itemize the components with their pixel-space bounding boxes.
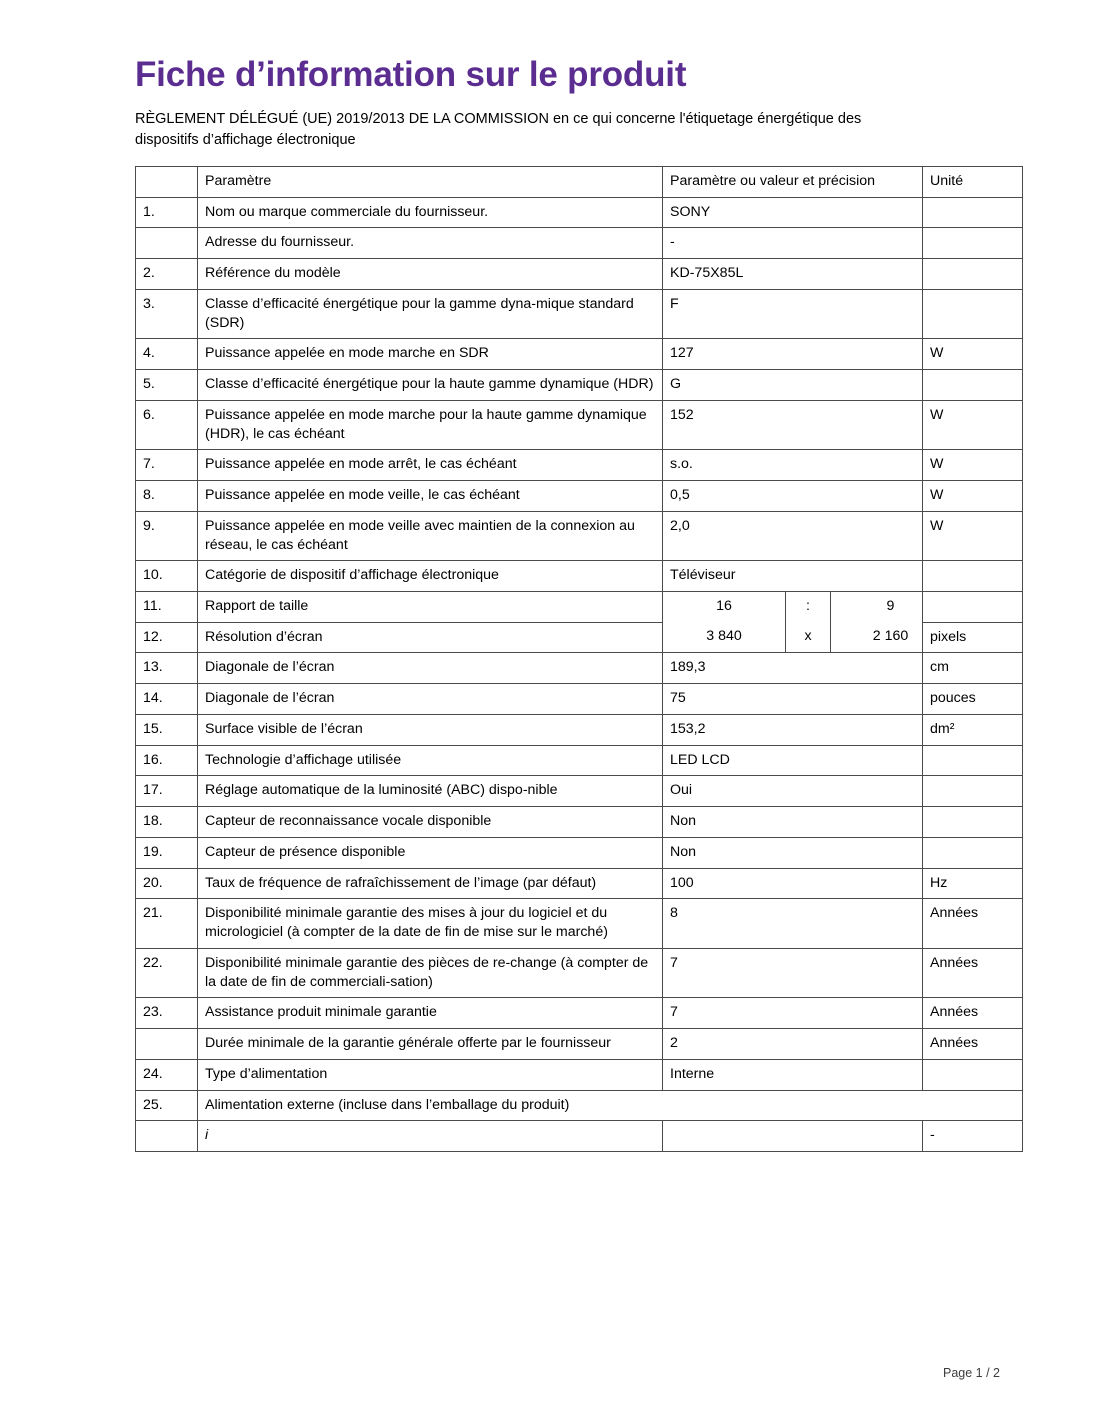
row-unit bbox=[923, 289, 1023, 338]
table-row bbox=[136, 511, 1023, 560]
table-row bbox=[136, 745, 1023, 776]
row-unit: pouces bbox=[923, 684, 1023, 715]
table-row bbox=[136, 653, 1023, 684]
page-title: Fiche d’information sur le produit bbox=[135, 55, 687, 94]
row-number bbox=[136, 1029, 198, 1060]
row-value: - bbox=[663, 228, 923, 259]
table-row bbox=[136, 868, 1023, 899]
row-number: 4. bbox=[136, 339, 198, 370]
table-row-external-supply-sub bbox=[136, 1121, 1023, 1152]
table-row bbox=[136, 684, 1023, 715]
product-information-table bbox=[135, 166, 1023, 1152]
row-value: 7 bbox=[663, 948, 923, 997]
row-parameter: Puissance appelée en mode arrêt, le cas échéant bbox=[198, 450, 663, 481]
aspect-ratio-subrow bbox=[663, 592, 950, 622]
row-number: 3. bbox=[136, 289, 198, 338]
row-parameter: Type d’alimentation bbox=[198, 1059, 663, 1090]
resolution-separator: x bbox=[786, 622, 831, 652]
row-number: 5. bbox=[136, 370, 198, 401]
row-parameter: Capteur de présence disponible bbox=[198, 837, 663, 868]
row-value: 127 bbox=[663, 339, 923, 370]
aspect-ratio-height: 9 bbox=[831, 592, 951, 622]
row-parameter: Puissance appelée en mode marche en SDR bbox=[198, 339, 663, 370]
row-unit: pixels bbox=[923, 622, 1023, 653]
table-row bbox=[136, 339, 1023, 370]
row-unit bbox=[923, 807, 1023, 838]
aspect-ratio-separator: : bbox=[786, 592, 831, 622]
table-row bbox=[136, 228, 1023, 259]
row-unit: W bbox=[923, 511, 1023, 560]
row-parameter: Catégorie de dispositif d’affichage électronique bbox=[198, 561, 663, 592]
row-parameter: Résolution d’écran bbox=[198, 622, 663, 653]
row-parameter: Puissance appelée en mode marche pour la haute gamme dynamique (HDR), le cas échéant bbox=[198, 400, 663, 449]
row-parameter: Diagonale de l’écran bbox=[198, 653, 663, 684]
row-number: 18. bbox=[136, 807, 198, 838]
row-value-group bbox=[663, 592, 923, 623]
row-parameter: Disponibilité minimale garantie des mises à jour du logiciel et du micrologiciel (à compter de la date de fin de mise sur le marché) bbox=[198, 899, 663, 948]
resolution-horizontal: 3 840 bbox=[663, 622, 786, 652]
row-number: 22. bbox=[136, 948, 198, 997]
table-row-resolution bbox=[136, 622, 1023, 653]
row-unit: W bbox=[923, 450, 1023, 481]
row-unit: dm² bbox=[923, 714, 1023, 745]
row-unit bbox=[923, 259, 1023, 290]
row-unit bbox=[923, 837, 1023, 868]
row-parameter: Surface visible de l’écran bbox=[198, 714, 663, 745]
row-value: 152 bbox=[663, 400, 923, 449]
row-parameter: Capteur de reconnaissance vocale disponible bbox=[198, 807, 663, 838]
table-row bbox=[136, 998, 1023, 1029]
resolution-subtable bbox=[663, 622, 950, 652]
row-value: 7 bbox=[663, 998, 923, 1029]
table-row bbox=[136, 289, 1023, 338]
row-value: Non bbox=[663, 837, 923, 868]
row-number: 16. bbox=[136, 745, 198, 776]
table-row-external-supply bbox=[136, 1090, 1023, 1121]
table-row bbox=[136, 370, 1023, 401]
row-number: 14. bbox=[136, 684, 198, 715]
row-unit: W bbox=[923, 339, 1023, 370]
row-unit: Années bbox=[923, 899, 1023, 948]
table-row bbox=[136, 1029, 1023, 1060]
row-unit: Hz bbox=[923, 868, 1023, 899]
row-unit bbox=[923, 228, 1023, 259]
table-row bbox=[136, 400, 1023, 449]
row-number bbox=[136, 1121, 198, 1152]
row-number: 6. bbox=[136, 400, 198, 449]
row-value: - bbox=[923, 1121, 1023, 1152]
row-unit: W bbox=[923, 481, 1023, 512]
table-row bbox=[136, 1059, 1023, 1090]
row-value: Interne bbox=[663, 1059, 923, 1090]
row-value: s.o. bbox=[663, 450, 923, 481]
row-parameter: Alimentation externe (incluse dans l’emballage du produit) bbox=[198, 1090, 1023, 1121]
row-parameter: Disponibilité minimale garantie des pièces de re-change (à compter de la date de fin de commerciali-sation) bbox=[198, 948, 663, 997]
row-parameter: Classe d’efficacité énergétique pour la gamme dyna-mique standard (SDR) bbox=[198, 289, 663, 338]
row-number: 21. bbox=[136, 899, 198, 948]
resolution-subrow bbox=[663, 622, 950, 652]
table-row bbox=[136, 899, 1023, 948]
row-number: 11. bbox=[136, 592, 198, 623]
row-value: Téléviseur bbox=[663, 561, 923, 592]
row-parameter: Référence du modèle bbox=[198, 259, 663, 290]
header-unit: Unité bbox=[923, 167, 1023, 198]
table-row bbox=[136, 948, 1023, 997]
row-value: 75 bbox=[663, 684, 923, 715]
row-value: 153,2 bbox=[663, 714, 923, 745]
row-unit bbox=[923, 745, 1023, 776]
header-value: Paramètre ou valeur et précision bbox=[663, 167, 923, 198]
row-parameter: Assistance produit minimale garantie bbox=[198, 998, 663, 1029]
regulation-subtitle: RÈGLEMENT DÉLÉGUÉ (UE) 2019/2013 DE LA COMMISSION en ce qui concerne l'étiquetage énergétique des dispositifs d’affichage électronique bbox=[135, 110, 862, 149]
row-unit: Années bbox=[923, 1029, 1023, 1060]
row-parameter: Diagonale de l’écran bbox=[198, 684, 663, 715]
table-row bbox=[136, 561, 1023, 592]
row-number: 20. bbox=[136, 868, 198, 899]
row-value: 189,3 bbox=[663, 653, 923, 684]
row-number: 7. bbox=[136, 450, 198, 481]
table-row bbox=[136, 481, 1023, 512]
row-sub-filler bbox=[663, 1121, 923, 1152]
table-row bbox=[136, 197, 1023, 228]
row-parameter: Réglage automatique de la luminosité (ABC) dispo-nible bbox=[198, 776, 663, 807]
row-unit: Années bbox=[923, 998, 1023, 1029]
row-number: 13. bbox=[136, 653, 198, 684]
row-number bbox=[136, 228, 198, 259]
row-value: Non bbox=[663, 807, 923, 838]
row-value: SONY bbox=[663, 197, 923, 228]
row-number: 12. bbox=[136, 622, 198, 653]
row-value: G bbox=[663, 370, 923, 401]
table-row bbox=[136, 714, 1023, 745]
row-parameter: Durée minimale de la garantie générale offerte par le fournisseur bbox=[198, 1029, 663, 1060]
resolution-vertical: 2 160 bbox=[831, 622, 951, 652]
row-parameter: Nom ou marque commerciale du fournisseur. bbox=[198, 197, 663, 228]
row-parameter: Taux de fréquence de rafraîchissement de l’image (par défaut) bbox=[198, 868, 663, 899]
row-unit bbox=[923, 592, 1023, 623]
row-unit: cm bbox=[923, 653, 1023, 684]
row-number: 8. bbox=[136, 481, 198, 512]
row-unit: Années bbox=[923, 948, 1023, 997]
row-unit bbox=[923, 370, 1023, 401]
row-unit bbox=[923, 561, 1023, 592]
row-value: F bbox=[663, 289, 923, 338]
row-unit bbox=[923, 776, 1023, 807]
row-unit bbox=[923, 1059, 1023, 1090]
row-value: 8 bbox=[663, 899, 923, 948]
row-number: 17. bbox=[136, 776, 198, 807]
row-parameter: Rapport de taille bbox=[198, 592, 663, 623]
row-number: 10. bbox=[136, 561, 198, 592]
row-value: Oui bbox=[663, 776, 923, 807]
table-row bbox=[136, 776, 1023, 807]
page-footer: Page 1 / 2 bbox=[943, 1366, 1000, 1380]
table-body bbox=[136, 167, 1023, 1152]
row-number: 1. bbox=[136, 197, 198, 228]
row-value: 100 bbox=[663, 868, 923, 899]
table-row bbox=[136, 450, 1023, 481]
table-header-row bbox=[136, 167, 1023, 198]
table-row-aspect-ratio bbox=[136, 592, 1023, 623]
row-parameter: Adresse du fournisseur. bbox=[198, 228, 663, 259]
row-number: 19. bbox=[136, 837, 198, 868]
header-number bbox=[136, 167, 198, 198]
row-sub-marker: i bbox=[198, 1121, 663, 1152]
row-parameter: Technologie d’affichage utilisée bbox=[198, 745, 663, 776]
row-number: 2. bbox=[136, 259, 198, 290]
row-parameter: Classe d’efficacité énergétique pour la haute gamme dynamique (HDR) bbox=[198, 370, 663, 401]
row-value: 2,0 bbox=[663, 511, 923, 560]
row-value: KD-75X85L bbox=[663, 259, 923, 290]
row-number: 24. bbox=[136, 1059, 198, 1090]
row-number: 15. bbox=[136, 714, 198, 745]
aspect-ratio-subtable bbox=[663, 592, 950, 622]
row-parameter: Puissance appelée en mode veille, le cas échéant bbox=[198, 481, 663, 512]
row-value: 0,5 bbox=[663, 481, 923, 512]
row-value-group bbox=[663, 622, 923, 653]
table-row bbox=[136, 807, 1023, 838]
header-parameter: Paramètre bbox=[198, 167, 663, 198]
row-unit: W bbox=[923, 400, 1023, 449]
row-unit bbox=[923, 197, 1023, 228]
row-number: 9. bbox=[136, 511, 198, 560]
row-number: 23. bbox=[136, 998, 198, 1029]
row-value: LED LCD bbox=[663, 745, 923, 776]
table-row bbox=[136, 259, 1023, 290]
row-value: 2 bbox=[663, 1029, 923, 1060]
row-parameter: Puissance appelée en mode veille avec maintien de la connexion au réseau, le cas échéant bbox=[198, 511, 663, 560]
table-row bbox=[136, 837, 1023, 868]
row-number: 25. bbox=[136, 1090, 198, 1121]
aspect-ratio-width: 16 bbox=[663, 592, 786, 622]
